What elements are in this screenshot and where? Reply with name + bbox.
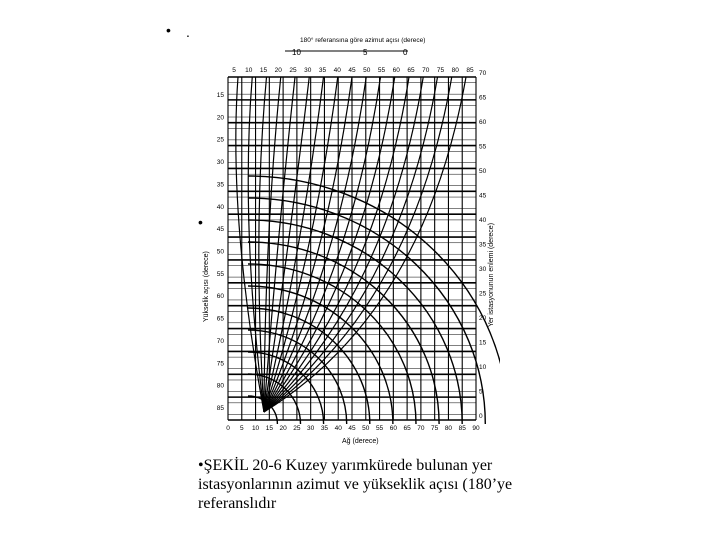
left-tick-label: 85: [216, 405, 224, 412]
left-tick-label: 70: [216, 337, 224, 345]
bottom-tick-label: 40: [334, 425, 342, 432]
right-tick-label: 30: [479, 266, 487, 273]
top-tick-label: 10: [245, 67, 253, 74]
bottom-tick-label: 5: [239, 425, 244, 432]
right-tick-label: 70: [479, 70, 487, 77]
bottom-tick-label: 50: [362, 425, 370, 432]
mid-bullet: •: [198, 214, 203, 230]
right-tick-label: 25: [479, 290, 487, 298]
bottom-tick-label: 90: [472, 425, 480, 432]
top-bullet: •: [166, 22, 171, 38]
top-tick-label: 80: [451, 67, 459, 74]
azimuth-curve: [259, 77, 267, 412]
bottom-tick-label: 20: [279, 425, 287, 432]
top-tick-label: 5: [232, 67, 236, 74]
bottom-tick-label: 70: [417, 425, 425, 432]
left-tick-label: 45: [216, 226, 224, 234]
right-tick-label: 45: [479, 192, 487, 200]
top-tick-label: 30: [304, 67, 312, 74]
right-tick-label: 35: [479, 241, 487, 249]
right-tick-label: 5: [479, 388, 483, 396]
top-scale-label-0: 10: [292, 48, 301, 57]
right-axis-title: Yer istasyonunun enlemi (derece): [488, 222, 495, 327]
bottom-tick-labels: [226, 425, 480, 432]
bottom-tick-label: 10: [251, 425, 260, 432]
bottom-tick-label: 85: [458, 425, 466, 432]
bottom-tick-label: 45: [348, 425, 356, 432]
top-tick-label: 85: [466, 67, 474, 74]
left-axis-title: Yükselik açısı (derece): [203, 251, 210, 322]
left-tick-label: 80: [216, 382, 224, 390]
bottom-axis-title: Ağ (derece): [342, 438, 379, 445]
bottom-tick-label: 60: [389, 425, 397, 432]
right-tick-label: 20: [479, 315, 487, 322]
bottom-tick-label: 0: [226, 425, 230, 432]
left-tick-label: 40: [216, 203, 224, 211]
top-tick-label: 40: [333, 67, 341, 74]
top-tick-label: 55: [377, 67, 386, 74]
left-tick-label: 35: [216, 181, 224, 189]
left-tick-label: 15: [216, 92, 224, 99]
right-tick-label: 10: [479, 364, 487, 371]
right-tick-label: 15: [479, 339, 487, 347]
right-tick-label: 60: [479, 119, 487, 126]
left-tick-label: 60: [216, 293, 224, 301]
bottom-tick-label: 15: [265, 425, 273, 432]
left-tick-label: 25: [216, 136, 224, 144]
right-tick-label: 0: [479, 413, 483, 420]
left-tick-label: 30: [216, 159, 224, 167]
left-tick-label: 75: [216, 360, 224, 368]
top-tick-labels: [232, 67, 474, 74]
bottom-tick-label: 75: [431, 425, 439, 432]
top-bullet-dot: .: [186, 24, 190, 40]
right-tick-label: 50: [479, 168, 487, 175]
bottom-tick-label: 65: [403, 425, 411, 432]
left-tick-labels: [217, 92, 225, 412]
bottom-tick-label: 80: [444, 425, 453, 432]
left-tick-label: 55: [216, 270, 224, 278]
top-tick-label: 15: [259, 67, 268, 74]
top-tick-label: 25: [289, 67, 297, 74]
right-tick-label: 55: [479, 143, 487, 151]
curve-lines: [236, 77, 500, 424]
right-tick-label: 65: [479, 94, 487, 102]
top-tick-label: 65: [407, 67, 415, 74]
top-tick-label: 60: [392, 67, 400, 74]
top-scale-label-1: 5: [363, 48, 368, 57]
left-tick-label: 65: [216, 315, 224, 323]
top-tick-label: 70: [422, 67, 430, 74]
azimuth-curve: [264, 77, 324, 412]
right-tick-labels: [479, 70, 487, 420]
figure-caption: •ŞEKİL 20-6 Kuzey yarımkürede bulunan yer istasyonlarının azimut ve yükseklik açısı (180’ye referanslıdır: [198, 457, 513, 512]
left-tick-label: 50: [216, 248, 224, 256]
azimuth-elevation-diagram: [190, 22, 500, 450]
top-tick-label: 50: [363, 67, 371, 74]
top-tick-label: 20: [274, 67, 282, 74]
bottom-tick-label: 30: [307, 425, 315, 432]
top-tick-label: 45: [348, 67, 356, 74]
bottom-tick-label: 25: [293, 425, 301, 432]
top-axis-title: 180° referansına göre azimut açısı (derece): [300, 37, 426, 44]
bottom-tick-label: 35: [320, 425, 329, 432]
right-tick-label: 40: [479, 217, 487, 224]
top-tick-label: 35: [318, 67, 327, 74]
left-tick-label: 20: [216, 114, 224, 122]
bottom-tick-label: 55: [375, 425, 384, 432]
top-tick-label: 75: [436, 67, 445, 74]
top-scale-label-2: 0: [403, 48, 408, 57]
